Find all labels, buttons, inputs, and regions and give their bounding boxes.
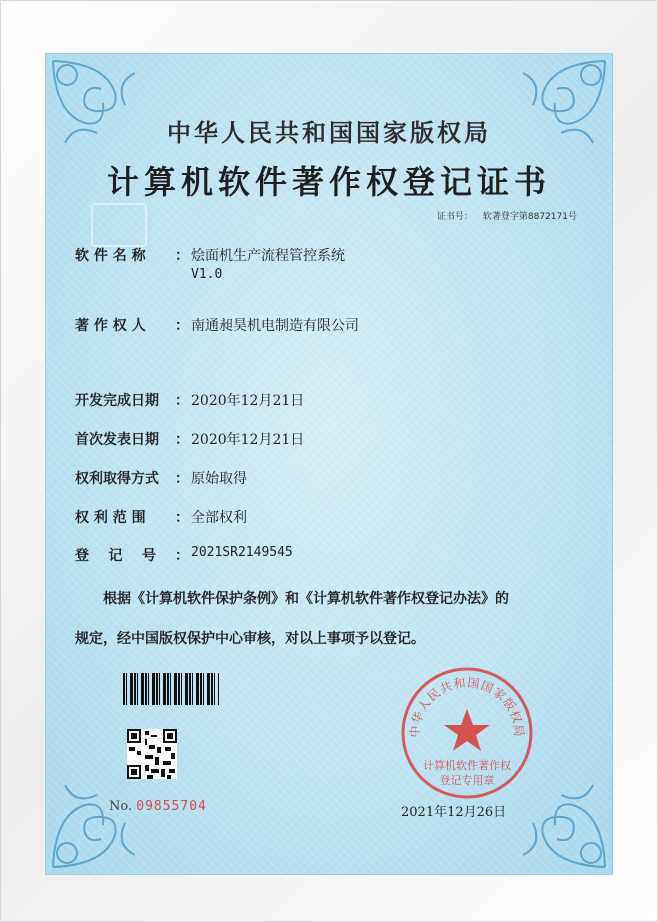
publish-date-value: 2020年12月21日 (191, 432, 305, 448)
scope-value: 全部权利 (191, 510, 247, 526)
acquire-method-value: 原始取得 (191, 471, 247, 487)
field-label: 首次发表日期 (75, 432, 159, 448)
certificate-number (437, 209, 577, 222)
certificate-number-value: 软著登字第8872171号 (482, 212, 577, 222)
statement-line-1: 根据《计算机软件保护条例》和《计算机软件著作权登记办法》的 (103, 591, 509, 607)
seal-inner-text-1: 计算机软件著作权 (423, 759, 511, 772)
certificate (45, 53, 613, 875)
field-owner (75, 315, 359, 335)
software-version-value: V1.0 (191, 267, 223, 282)
reg-no-value: 2021SR2149545 (191, 545, 293, 560)
field-label: 著 作 权 人 (75, 318, 146, 334)
field-publish-date (75, 429, 304, 449)
qrcode-icon (127, 729, 177, 779)
issuing-authority: 中华人民共和国国家版权局 (167, 118, 491, 147)
field-label: 权利取得方式 (75, 471, 159, 487)
field-scope (75, 507, 247, 527)
field-reg-no (75, 545, 293, 565)
field-label: 软 件 名 称 (75, 248, 146, 264)
field-colon: ： (175, 432, 189, 448)
software-name-value: 烩面机生产流程管控系统 (191, 248, 345, 264)
statement-line-2: 规定，经中国版权保护中心审核，对以上事项予以登记。 (75, 631, 425, 647)
seal-outer-text: 中华人民共和国国家版权局 (407, 675, 527, 739)
serial-prefix: No. (109, 799, 133, 814)
watermark-emblem (91, 203, 147, 247)
official-seal (397, 663, 537, 803)
dev-date-value: 2020年12月21日 (191, 393, 305, 409)
field-colon: ： (175, 248, 189, 264)
field-colon: ： (175, 510, 189, 526)
field-label: 开发完成日期 (75, 393, 159, 409)
field-value (191, 245, 345, 282)
field-acquire-method (75, 468, 247, 488)
issue-date: 2021年12月26日 (401, 805, 507, 820)
seal-inner-text-2: 登记专用章 (439, 774, 495, 787)
field-colon: ： (175, 548, 189, 564)
serial-value: 09855704 (136, 799, 207, 814)
field-dev-date (75, 390, 304, 410)
field-software-name (75, 245, 345, 282)
certificate-number-label: 证书号： (436, 212, 473, 222)
serial-number (109, 799, 207, 814)
registration-statement (75, 579, 595, 659)
field-label: 登 记 号 (75, 548, 156, 564)
barcode-icon (123, 673, 219, 705)
owner-value: 南通昶昊机电制造有限公司 (191, 318, 359, 334)
field-label: 权 利 范 围 (75, 510, 146, 526)
certificate-title: 计算机软件著作权登记证书 (106, 163, 551, 201)
field-colon: ： (175, 318, 189, 334)
field-colon: ： (175, 471, 189, 487)
field-colon: ： (175, 393, 189, 409)
